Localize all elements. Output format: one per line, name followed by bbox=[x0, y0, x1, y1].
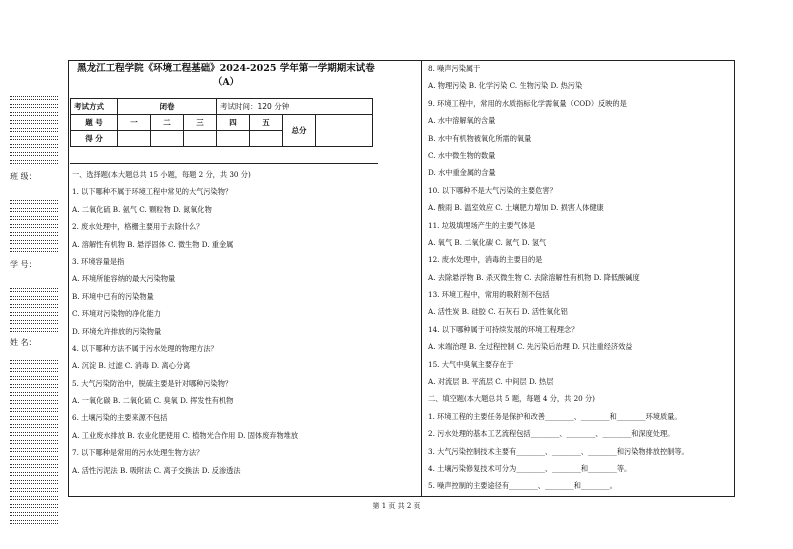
score-cell[interactable] bbox=[151, 131, 184, 147]
left-column bbox=[72, 166, 298, 479]
question-line: 4. 以下哪种方法不属于污水处理的物理方法？ bbox=[72, 343, 218, 353]
question-line: 12. 废水处理中，消毒的主要目的是 bbox=[428, 255, 543, 265]
question-line: 3. 环境容量是指 bbox=[72, 256, 125, 266]
question-line: 8. 噪声污染属于 bbox=[428, 64, 481, 73]
option-line: A. 水中溶解氧的含量 bbox=[428, 116, 496, 126]
fill-blank-question: 3. 大气污染控制技术主要有________、________、________和污染物排放控制等。 bbox=[428, 446, 689, 456]
section-heading: 二、填空题(本大题总共 5 题，每题 4 分，共 20 分) bbox=[428, 394, 595, 404]
name-label: 姓 名： bbox=[10, 338, 37, 347]
option-line: A. 环境所能容纳的最大污染物量 bbox=[72, 274, 176, 284]
option-line: A. 活性炭 B. 硅胶 C. 石灰石 D. 活性氧化铝 bbox=[428, 307, 568, 317]
question-no-label: 题 号 bbox=[71, 115, 118, 131]
total-score-cell[interactable] bbox=[316, 115, 373, 147]
question-line: 6. 土壤污染的主要来源不包括 bbox=[72, 413, 168, 423]
column-divider bbox=[421, 60, 422, 497]
score-cell[interactable] bbox=[184, 131, 217, 147]
question-line: 5. 大气污染防治中，脱硫主要是针对哪种污染物？ bbox=[72, 378, 233, 388]
question-line: 14. 以下哪种属于可持续发展的环境工程理念？ bbox=[428, 324, 579, 334]
question-line: 2. 废水处理中，格栅主要用于去除什么？ bbox=[72, 222, 204, 232]
score-cell[interactable] bbox=[118, 131, 151, 147]
option-line: B. 环境中已有的污染物量 bbox=[72, 291, 154, 301]
question-line: 13. 环境工程中，常用的吸附剂不包括 bbox=[428, 290, 550, 300]
class-label: 班 级： bbox=[10, 172, 37, 181]
section-heading: 一、选择题(本大题总共 15 小题，每题 2 分，共 30 分) bbox=[72, 170, 251, 179]
question-line: 7. 以下哪种是常用的污水处理生物方法？ bbox=[72, 448, 204, 458]
page-number: 第 1 页 共 2 页 bbox=[372, 502, 421, 510]
right-column bbox=[428, 60, 689, 495]
option-line: A. 活性污泥法 B. 吸附法 C. 离子交换法 D. 反渗透法 bbox=[72, 465, 241, 475]
option-line: D. 水中重金属的含量 bbox=[428, 168, 496, 178]
question-line: 11. 垃圾填埋场产生的主要气体是 bbox=[428, 220, 536, 230]
section-rule bbox=[70, 163, 378, 164]
fill-blank-question: 4. 土壤污染修复技术可分为________、________和________等。 bbox=[428, 463, 632, 473]
score-cell[interactable] bbox=[250, 131, 283, 147]
score-cell[interactable] bbox=[217, 131, 250, 147]
option-line: A. 工业废水排放 B. 农业化肥使用 C. 植物光合作用 D. 固体废弃物堆放 bbox=[72, 430, 299, 440]
fill-blank-question: 1. 环境工程的主要任务是保护和改善________、________和________环境质量。 bbox=[428, 411, 682, 421]
section-header: 四 bbox=[217, 115, 250, 131]
question-line: 10. 以下哪种不是大气污染的主要危害？ bbox=[428, 185, 557, 195]
option-line: C. 环境对污染物的净化能力 bbox=[72, 309, 161, 319]
question-line: 9. 环境工程中，常用的水质指标化学需氧量（COD）反映的是 bbox=[428, 98, 627, 108]
score-label: 得 分 bbox=[71, 131, 118, 147]
option-line: A. 沉淀 B. 过滤 C. 消毒 D. 离心分离 bbox=[72, 361, 191, 371]
section-header: 二 bbox=[151, 115, 184, 131]
fill-blank-question: 2. 污水处理的基本工艺流程包括________、________、________和深度处理。 bbox=[428, 429, 675, 439]
section-header: 一 bbox=[118, 115, 151, 131]
exam-mode-value: 闭卷 bbox=[118, 99, 217, 115]
option-line: D. 环境允许排放的污染物量 bbox=[72, 326, 162, 336]
option-line: A. 末端治理 B. 全过程控制 C. 先污染后治理 D. 只注重经济效益 bbox=[428, 342, 633, 352]
option-line: C. 水中微生物的数量 bbox=[428, 150, 496, 160]
student-id-label: 学 号： bbox=[10, 260, 37, 269]
option-line: A. 去除悬浮物 B. 杀灭微生物 C. 去除溶解性有机物 D. 降低酸碱度 bbox=[428, 272, 640, 282]
question-line: 1. 以下哪种不属于环境工程中常见的大气污染物？ bbox=[72, 187, 233, 197]
exam-title-line2: （A） bbox=[212, 77, 240, 88]
exam-title-line1: 黑龙江工程学院《环境工程基础》2024-2025 学年第一学期期末试卷 bbox=[77, 63, 375, 74]
option-line: A. 一氧化碳 B. 二氧化硫 C. 臭氧 D. 挥发性有机物 bbox=[72, 396, 234, 406]
exam-title bbox=[72, 62, 380, 90]
option-line: A. 对流层 B. 平流层 C. 中间层 D. 热层 bbox=[428, 377, 554, 387]
fill-blank-question: 5. 噪声控制的主要途径有________、________和________。 bbox=[428, 481, 617, 491]
score-table bbox=[70, 98, 373, 147]
total-label: 总分 bbox=[283, 115, 316, 147]
section-header: 三 bbox=[184, 115, 217, 131]
option-line: A. 物理污染 B. 化学污染 C. 生物污染 D. 热污染 bbox=[428, 81, 583, 91]
option-line: A. 溶解性有机物 B. 悬浮固体 C. 微生物 D. 重金属 bbox=[72, 239, 234, 249]
exam-time: 考试时间：120 分钟 bbox=[217, 99, 373, 115]
section-header: 五 bbox=[250, 115, 283, 131]
option-line: A. 二氧化硫 B. 氨气 C. 颗粒物 D. 氮氧化物 bbox=[72, 204, 212, 214]
option-line: B. 水中有机物被氧化所需的氧量 bbox=[428, 133, 532, 143]
option-line: A. 氧气 B. 二氧化碳 C. 氮气 D. 氢气 bbox=[428, 237, 547, 247]
exam-mode-label: 考试方式 bbox=[71, 99, 118, 115]
option-line: A. 酸雨 B. 温室效应 C. 土壤肥力增加 D. 损害人体健康 bbox=[428, 203, 604, 213]
question-line: 15. 大气中臭氧主要存在于 bbox=[428, 359, 514, 369]
